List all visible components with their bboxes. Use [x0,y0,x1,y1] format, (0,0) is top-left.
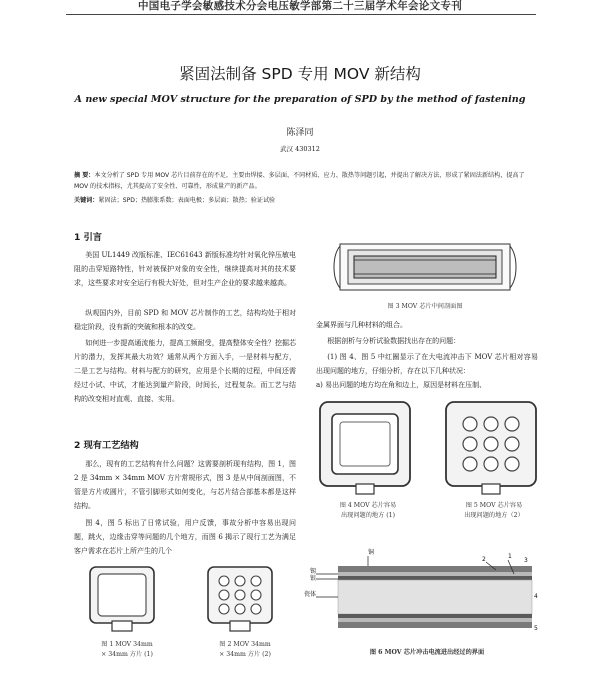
section-2-heading: 2 现有工艺结构 [74,440,139,451]
abstract [74,170,534,192]
section-2-paragraph-2: 图 4，图 5 标出了日常试验，用户反馈，事故分析中容易出现问题，跳火，边缘击穿等问题的几个地方，而图 6 揭示了现行工艺为满足客户需求在芯片上所产生的几个 [74,519,296,555]
section-2-paragraph-1: 那么，现有的工艺结构有什么问题？这需要剖析现有结构，图 1，图 2 是 34mm × 34mm MOV 方片常规形式，图 3 是从中间剖面图，不管是方片或圆片，不管引脚形式如何变化，与芯片结合部基本都是这样结构。 [74,460,296,510]
figure-5-image [440,396,544,496]
fig2-lead [230,621,250,631]
paper-subtitle: A new special MOV structure for the preparation of SPD by the method of fastening [74,94,526,105]
fig6-label-copper: 铜 [368,549,375,556]
fig6-layer-silver-bottom [338,614,532,618]
fig6-label-silver: 银 [310,575,317,582]
figure-1-image [84,565,164,635]
section-1-paragraph-1: 美国 UL1449 改版标准、IEC61643 新版标准均针对氧化锌压敏电阻的击穿短路特性，针对被保护对象的安全性，继续提高对其的技术要求，这些要求对安全运行有极大好处，但对生产企业的要求越来越高。 [74,251,296,287]
fig6-label-5: 5 [534,625,538,632]
figure-2-caption: 图 2 MOV 34mm × 34mm 方片 (2) [219,641,271,658]
fig5-dot-grid [463,417,519,471]
paper-title: 紧固法制备 SPD 专用 MOV 新结构 [179,65,421,83]
journal-header: 中国电子学会敏感技术分会电压敏学部第二十三届学术年会论文专刊 [138,0,462,12]
affiliation: 武汉 430312 [280,145,320,153]
right-paragraph-3: (1) 图 4、图 5 中红圈显示了在大电流冲击下 MOV 芯片相对容易出现问题的地方，仔细分析，存在以下几种状况： [316,353,538,375]
right-paragraph-2: 根据剖析与分析试验数据找出存在的问题： [327,337,461,345]
fig6-layer-ceramic [338,580,532,614]
fig6-layer-copper-bottom [338,622,532,628]
section-1-paragraph-2: 纵观国内外，目前 SPD 和 MOV 芯片制作的工艺，结构均处于相对稳定阶段，没有新的突破和根本的改变。 [74,309,296,331]
header-rule [66,14,536,15]
figure-4-caption: 图 4 MOV 芯片容易 出现问题的地方 (1) [339,502,397,519]
figure-4-image [314,396,418,496]
figure-5-caption: 图 5 MOV 芯片容易 出现问题的地方（2） [464,502,524,519]
fig6-label-ceramic: 瓷体 [304,591,317,598]
fig1-lead [112,621,132,631]
keywords-text: 紧固法；SPD；热膨胀系数；表面电极；多层面；散热；验证试验 [98,197,276,204]
fig6-label-1: 1 [508,553,512,560]
right-paragraph-1: 金属界面与几种材料的组合。 [316,321,407,329]
keywords [74,196,534,205]
fig6-label-3: 3 [524,557,528,564]
fig6-layer-tin-top [338,572,532,576]
figure-6-image [304,549,542,642]
right-paragraph-4: a) 易出问题的地方均在角和边上，原因是材料在压制、 [316,381,487,389]
figure-3-image [330,236,520,298]
fig1-electrode [98,574,146,616]
fig6-label-4: 4 [534,593,538,600]
fig2-dot-grid [219,576,261,614]
fig4-lead [356,484,374,494]
author: 陈泽同 [286,128,314,138]
fig5-lead [482,484,500,494]
figure-1-caption: 图 1 MOV 34mm × 34mm 方片 (1) [101,641,153,658]
fig6-layer-copper-top [338,566,532,572]
fig3-ceramic-layer [354,256,496,278]
fig6-layer-tin-bottom [338,618,532,622]
figure-6-caption: 图 6 MOV 芯片冲击电流进出经过的界面 [369,649,485,656]
abstract-label: 摘 要： [74,172,95,179]
abstract-text: 本文分析了 SPD 专用 MOV 芯片目前存在的不足，主要由焊接、多层面、不同材质、应力、散热等问题引起，并提出了解决方法，形成了紧固法新结构，提高了 MOV 的技术指标，尤其提高了安全性、可靠性，形成量产的新产品。 [74,172,525,190]
figure-2-image [202,565,282,635]
figure-3-caption: 图 3 MOV 芯片中间剖面图 [387,303,463,310]
fig6-label-tin: 锡 [310,568,317,575]
keywords-label: 关键词： [74,197,99,204]
section-1-heading: 1 引言 [74,232,102,243]
fig6-layer-silver-top [338,576,532,580]
section-1-paragraph-3: 如何进一步提高通流能力，提高工频耐受，提高整体安全性？挖掘芯片的潜力，发挥其最大功效？通常从两个方面入手，一是材料与配方，二是工艺与结构。材料与配方的研究，应用是个长期的过程，中间还需经过小试、中试，才能达到量产阶段，时间长，过程复杂。而工艺与结构的改变相对直观、直接、实用。 [74,339,296,403]
fig6-label-2: 2 [482,556,486,563]
fig4-inner-frame [340,422,390,466]
